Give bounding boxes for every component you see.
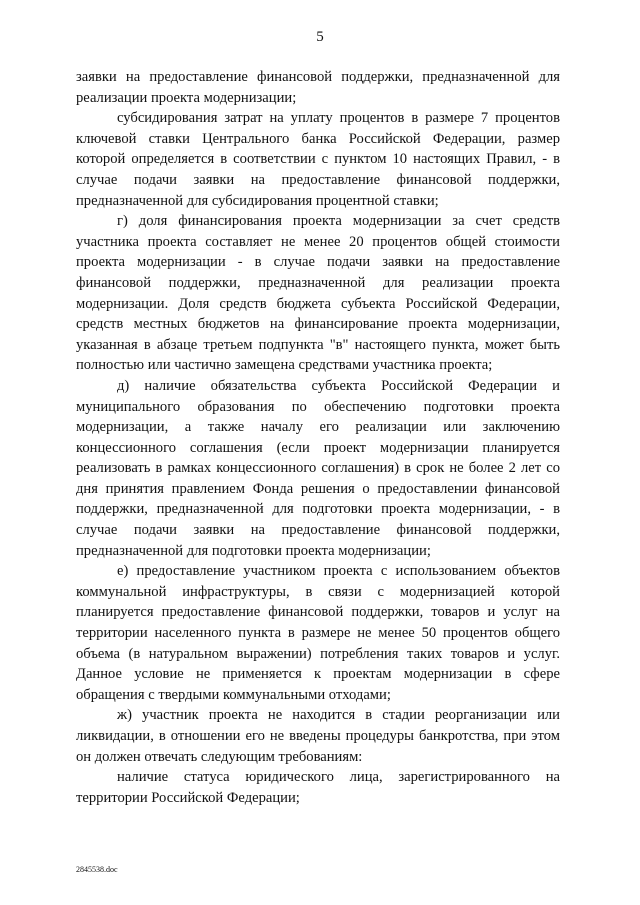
paragraph-6: ж) участник проекта не находится в стадии реорганизации или ликвидации, в отношении его не введены процедуры банкротства, при этом он должен отвечать следующим требованиям: [76,707,560,765]
paragraph-5: е) предоставление участником проекта с использованием объектов коммунальной инфраструктуры, в связи с модернизацией которой планируется предоставление финансовой поддержки, товаров и услуг на территории населенного пункта в размере не менее 50 процентов общего объема (в натуральном выражении) потребления таких товаров и услуг. Данное условие не применяется к проектам модернизации в сфере обращения с твердыми коммунальными отходами; [76,563,560,703]
paragraph-3: г) доля финансирования проекта модернизации за счет средств участника проекта составляет не менее 20 процентов общей стоимости проекта модернизации - в случае подачи заявки на предоставление финансовой поддержки, предназначенной для реализации проекта модернизации. Доля средств бюджета субъекта Российской Федерации, средств местных бюджетов на финансирование проекта модернизации, указанная в абзаце третьем подпункта "в" настоящего пункта, может быть полностью или частично замещена средствами участника проекта; [76,213,560,374]
paragraph-2: субсидирования затрат на уплату процентов в размере 7 процентов ключевой ставки Центрального банка Российской Федерации, размер которой определяется в соответствии с пунктом 10 настоящих Правил, - в случае подачи заявки на предоставление финансовой поддержки, предназначенной для субсидирования процентной ставки; [76,110,560,209]
paragraph-7: наличие статуса юридического лица, зарегистрированного на территории Российской Федерации; [76,769,560,806]
document-body [76,67,560,808]
paragraph-4: д) наличие обязательства субъекта Российской Федерации и муниципального образования по обеспечению подготовки проекта модернизации, а также началу его реализации или заключению концессионного соглашения (если проект модернизации планируется реализовать в рамках концессионного соглашения) в срок не более 2 лет со дня принятия правлением Фонда решения о предоставлении финансовой поддержки, предназначенной для подготовки проекта модернизации, - в случае подачи заявки на предоставление финансовой поддержки, предназначенной для подготовки проекта модернизации; [76,377,560,559]
paragraph-1: заявки на предоставление финансовой поддержки, предназначенной для реализации проекта модернизации; [76,69,560,106]
footer-document-code: 2845538.doc [76,865,118,874]
page-number: 5 [316,29,324,45]
